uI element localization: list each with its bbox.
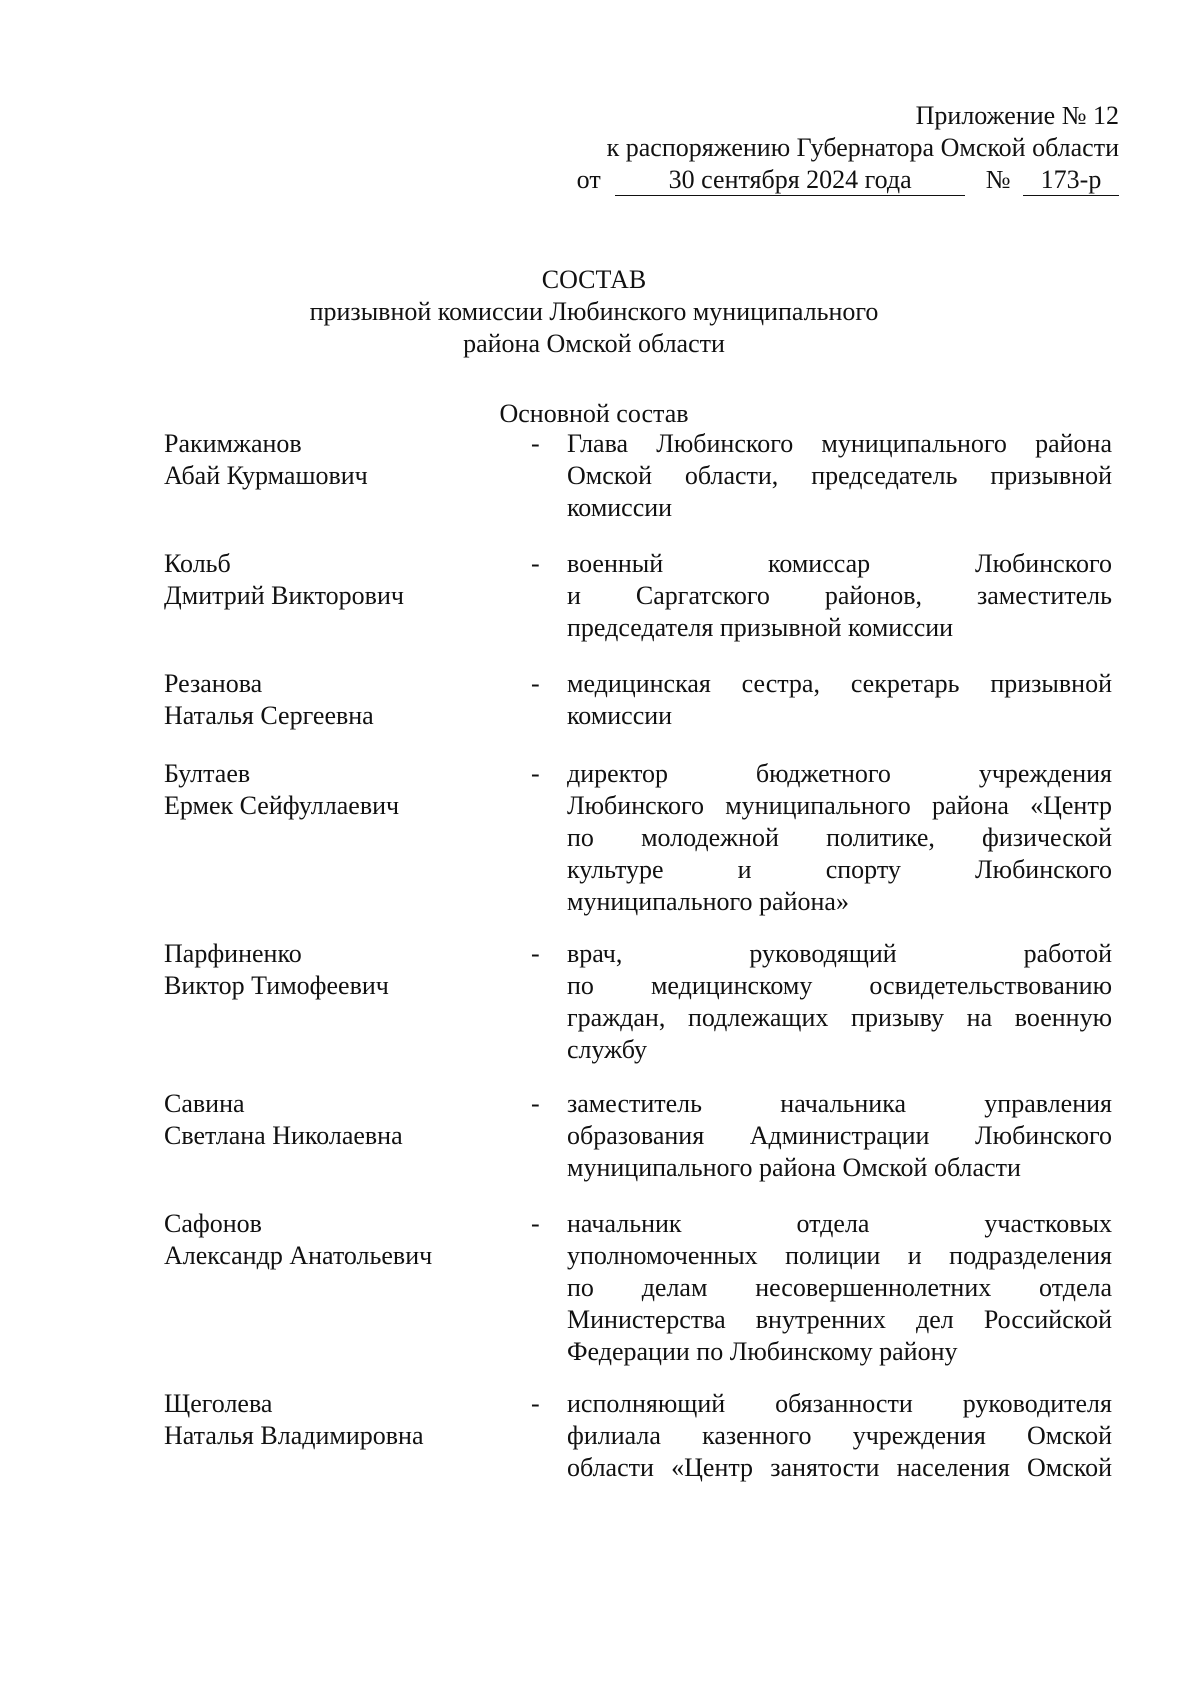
member-surname: Ракимжанов <box>164 429 302 458</box>
position-line: культуре и спорту Любинского <box>567 855 1112 884</box>
member-name <box>164 668 494 732</box>
member-name <box>164 548 494 612</box>
position-line: по медицинскому освидетельствованию <box>567 971 1112 1000</box>
position-line: комиссии <box>567 493 673 522</box>
position-line: Глава Любинского муниципального района <box>567 429 1112 458</box>
order-number: 173-р <box>1023 165 1119 196</box>
dash-separator: - <box>531 669 540 698</box>
member-given-names: Ермек Сейфуллаевич <box>164 791 400 820</box>
member-surname: Резанова <box>164 669 263 698</box>
position-line: военный комиссар Любинского <box>567 549 1112 578</box>
position-line: заместитель начальника управления <box>567 1089 1112 1118</box>
member-position <box>567 1088 1112 1184</box>
position-line: образования Администрации Любинского <box>567 1121 1112 1150</box>
member-surname: Бултаев <box>164 759 251 788</box>
from-label: от <box>576 165 601 194</box>
member-name <box>164 1388 494 1452</box>
position-line: и Саргатского районов, заместитель <box>567 581 1112 610</box>
member-given-names: Виктор Тимофеевич <box>164 971 389 1000</box>
member-given-names: Наталья Сергеевна <box>164 701 374 730</box>
position-line: области «Центр занятости населения Омской <box>567 1453 1112 1482</box>
position-line: муниципального района Омской области <box>567 1153 1021 1182</box>
member-surname: Щеголева <box>164 1389 273 1418</box>
position-line: Омской области, председатель призывной <box>567 461 1112 490</box>
member-position <box>567 758 1112 918</box>
position-line: начальник отдела участковых <box>567 1209 1112 1238</box>
number-label: № <box>985 165 1011 194</box>
position-line: Федерации по Любинскому району <box>567 1337 958 1366</box>
position-line: службу <box>567 1035 648 1064</box>
position-line: комиссии <box>567 701 673 730</box>
position-line: по молодежной политике, физической <box>567 823 1112 852</box>
member-surname: Сафонов <box>164 1209 262 1238</box>
member-surname: Парфиненко <box>164 939 302 968</box>
member-position <box>567 668 1112 732</box>
title-line-1: СОСТАВ <box>541 265 647 294</box>
member-given-names: Александр Анатольевич <box>164 1241 433 1270</box>
section-heading: Основной состав <box>499 399 689 428</box>
dash-separator: - <box>531 759 540 788</box>
member-name <box>164 1088 494 1152</box>
position-line: филиала казенного учреждения Омской <box>567 1421 1112 1450</box>
member-given-names: Дмитрий Викторович <box>164 581 404 610</box>
position-line: уполномоченных полиции и подразделения <box>567 1241 1112 1270</box>
member-name <box>164 758 494 822</box>
member-position <box>567 428 1112 524</box>
position-line: Министерства внутренних дел Российской <box>567 1305 1112 1334</box>
member-position <box>567 548 1112 644</box>
member-name <box>164 938 494 1002</box>
member-name <box>164 1208 494 1272</box>
position-line: по делам несовершеннолетних отдела <box>567 1273 1112 1302</box>
position-line: Любинского муниципального района «Центр <box>567 791 1112 820</box>
position-line: граждан, подлежащих призыву на военную <box>567 1003 1112 1032</box>
order-date: 30 сентября 2024 года <box>615 165 965 196</box>
member-name <box>164 428 494 492</box>
member-surname: Савина <box>164 1089 245 1118</box>
member-given-names: Светлана Николаевна <box>164 1121 403 1150</box>
position-line: муниципального района» <box>567 887 849 916</box>
member-position <box>567 1208 1112 1368</box>
dash-separator: - <box>531 1389 540 1418</box>
appendix-reference: к распоряжению Губернатора Омской области <box>606 133 1119 162</box>
position-line: директор бюджетного учреждения <box>567 759 1112 788</box>
position-line: медицинская сестра, секретарь призывной <box>567 669 1112 698</box>
dash-separator: - <box>531 939 540 968</box>
dash-separator: - <box>531 549 540 578</box>
position-line: председателя призывной комиссии <box>567 613 954 642</box>
position-line: исполняющий обязанности руководителя <box>567 1389 1112 1418</box>
title-line-2: призывной комиссии Любинского муниципального <box>309 297 879 326</box>
dash-separator: - <box>531 429 540 458</box>
member-position <box>567 1388 1112 1484</box>
dash-separator: - <box>531 1209 540 1238</box>
member-given-names: Наталья Владимировна <box>164 1421 424 1450</box>
member-position <box>567 938 1112 1066</box>
appendix-number: Приложение № 12 <box>915 101 1119 130</box>
member-surname: Кольб <box>164 549 231 578</box>
member-given-names: Абай Курмашович <box>164 461 368 490</box>
dash-separator: - <box>531 1089 540 1118</box>
title-line-3: района Омской области <box>463 329 725 358</box>
position-line: врач, руководящий работой <box>567 939 1112 968</box>
